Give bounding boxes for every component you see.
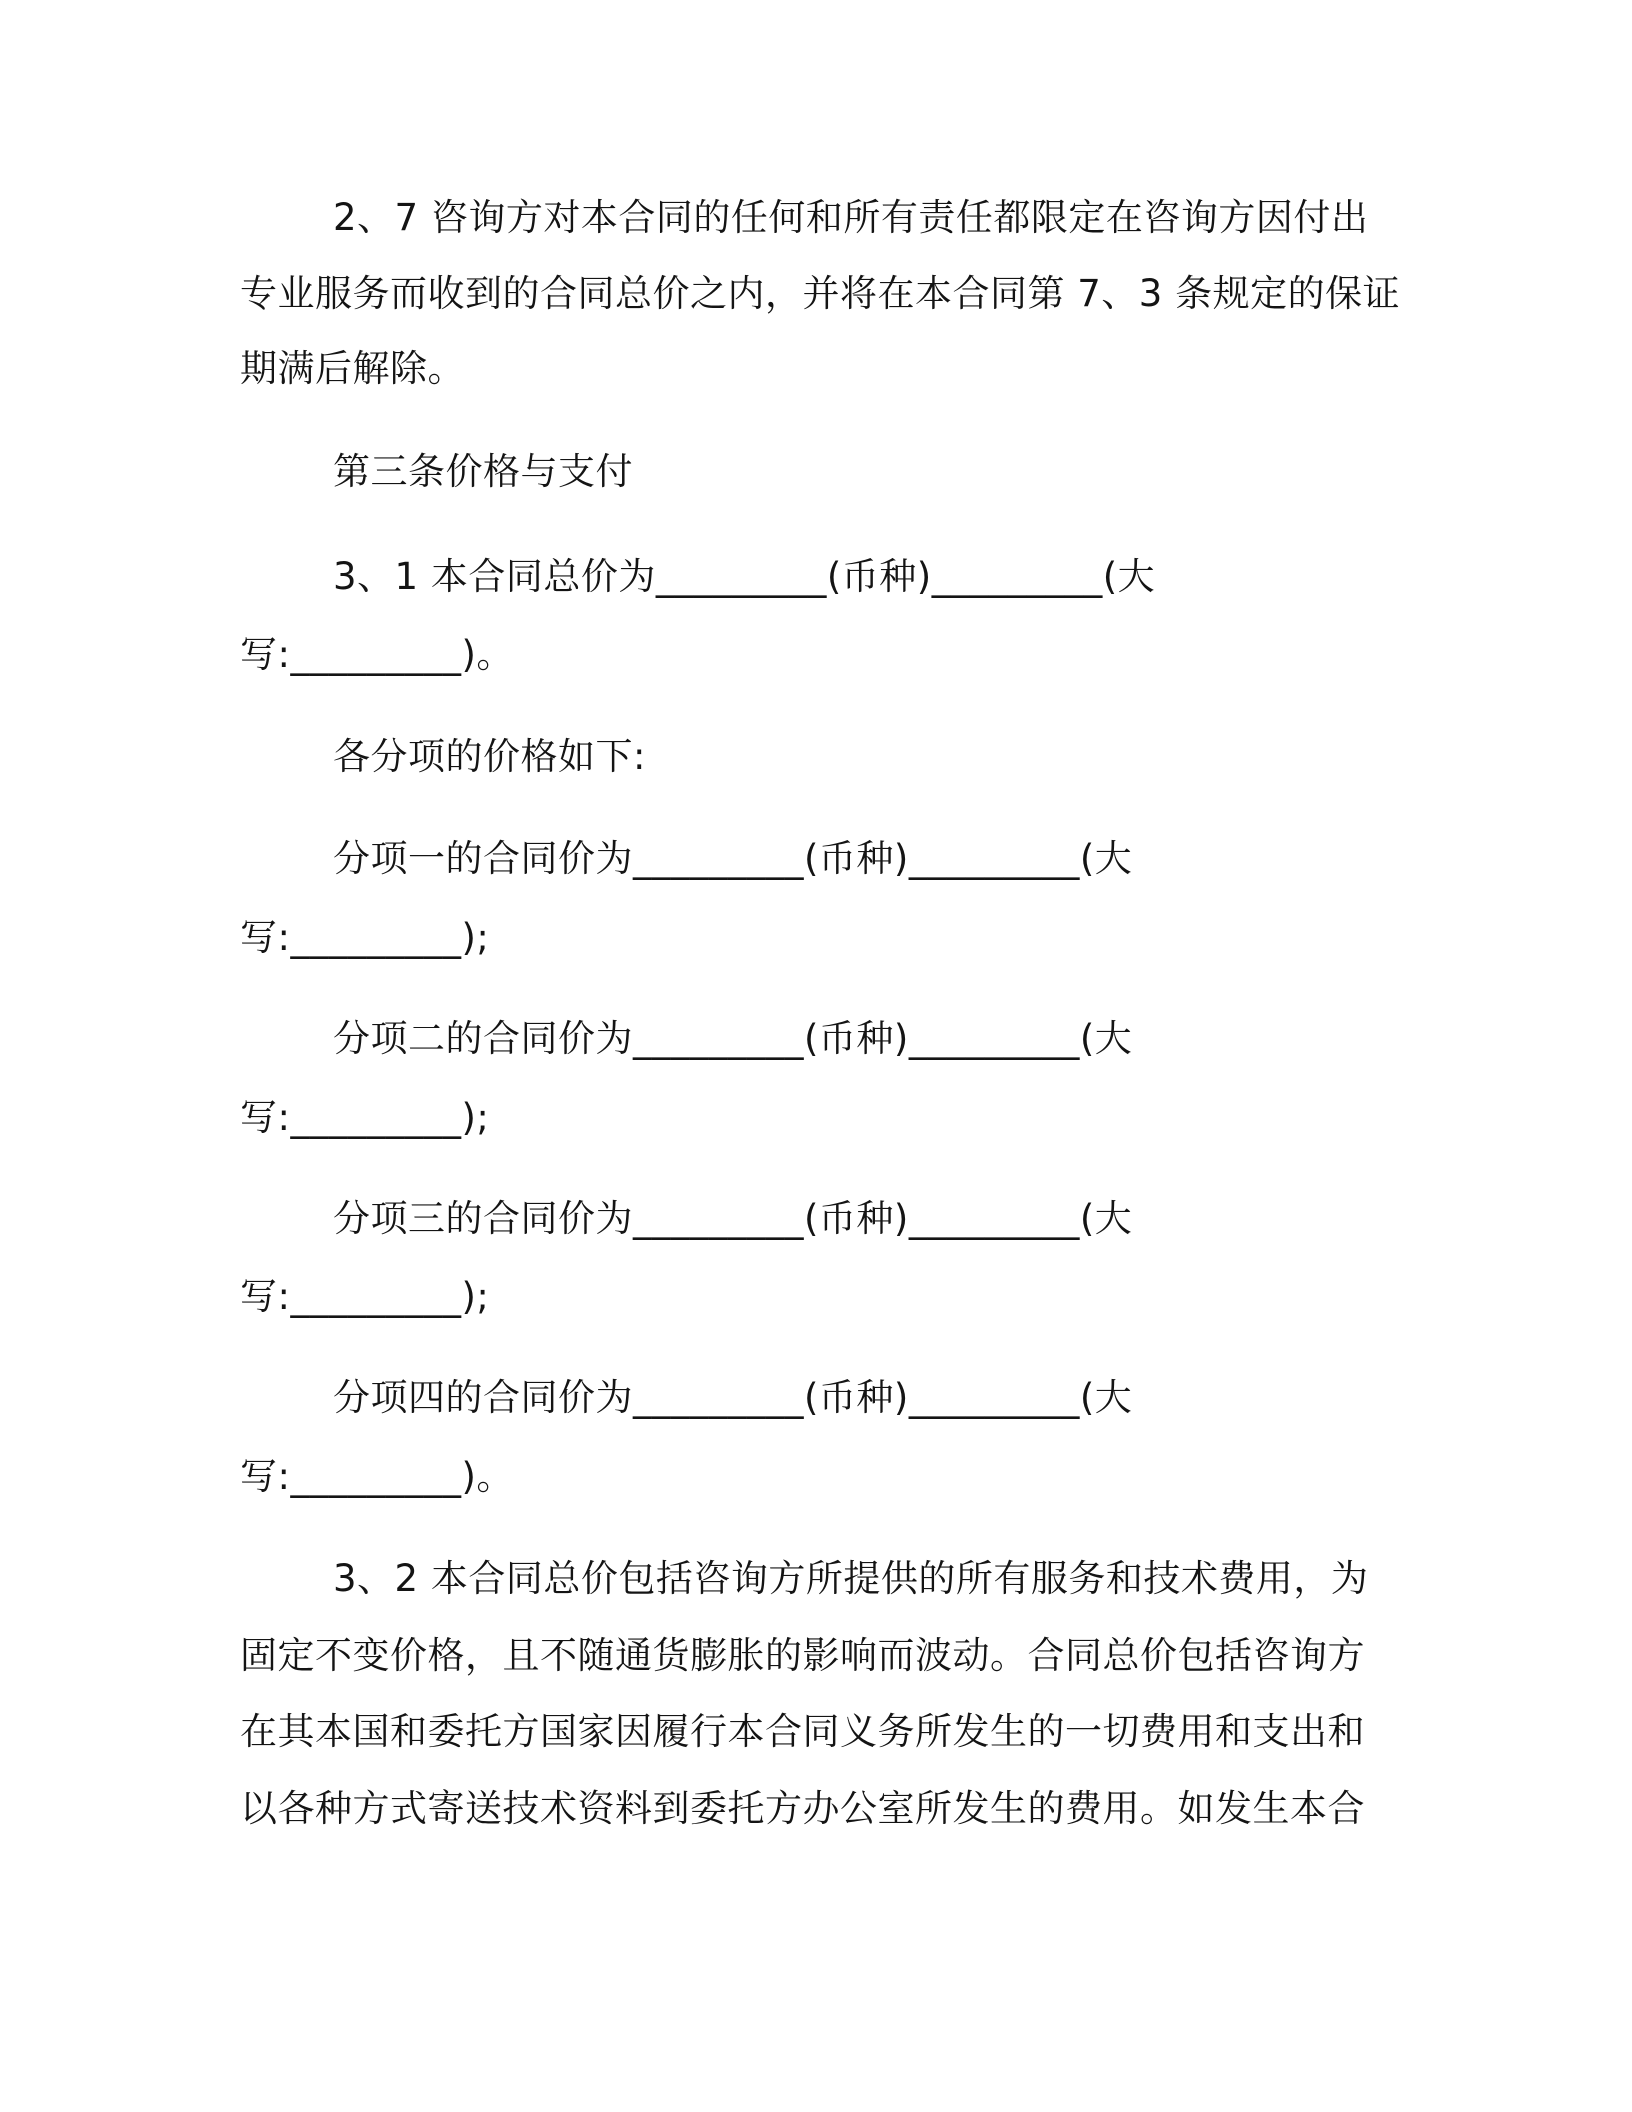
clause-2-7-line-3: 期满后解除。 bbox=[240, 347, 465, 390]
itemized-prices-intro: 各分项的价格如下: bbox=[333, 735, 646, 778]
clause-3-2-line-2: 固定不变价格，且不随通货膨胀的影响而波动。合同总价包括咨询方 bbox=[240, 1634, 1365, 1677]
clause-3-1-line-2: 写:_________)。 bbox=[240, 633, 514, 676]
item-1-price-line-1: 分项一的合同价为_________(币种)_________(大 bbox=[333, 837, 1133, 880]
clause-2-7-line-2: 专业服务而收到的合同总价之内，并将在本合同第 7、3 条规定的保证 bbox=[240, 272, 1401, 315]
item-3-price-line-1: 分项三的合同价为_________(币种)_________(大 bbox=[333, 1197, 1133, 1240]
item-4-price-line-2: 写:_________)。 bbox=[240, 1455, 514, 1498]
item-2-price-line-2: 写:_________); bbox=[240, 1096, 490, 1139]
clause-3-2-line-1: 3、2 本合同总价包括咨询方所提供的所有服务和技术费用，为 bbox=[333, 1557, 1369, 1600]
item-3-price-line-2: 写:_________); bbox=[240, 1275, 490, 1318]
item-1-price-line-2: 写:_________); bbox=[240, 916, 490, 959]
clause-3-2-line-3: 在其本国和委托方国家因履行本合同义务所发生的一切费用和支出和 bbox=[240, 1710, 1365, 1753]
clause-3-2-line-4: 以各种方式寄送技术资料到委托方办公室所发生的费用。如发生本合 bbox=[240, 1787, 1365, 1830]
clause-2-7-line-1: 2、7 咨询方对本合同的任何和所有责任都限定在咨询方因付出 bbox=[333, 196, 1369, 239]
item-4-price-line-1: 分项四的合同价为_________(币种)_________(大 bbox=[333, 1376, 1133, 1419]
item-2-price-line-1: 分项二的合同价为_________(币种)_________(大 bbox=[333, 1017, 1133, 1060]
clause-3-1-line-1: 3、1 本合同总价为_________(币种)_________(大 bbox=[333, 555, 1156, 598]
article-3-heading: 第三条价格与支付 bbox=[333, 450, 633, 493]
